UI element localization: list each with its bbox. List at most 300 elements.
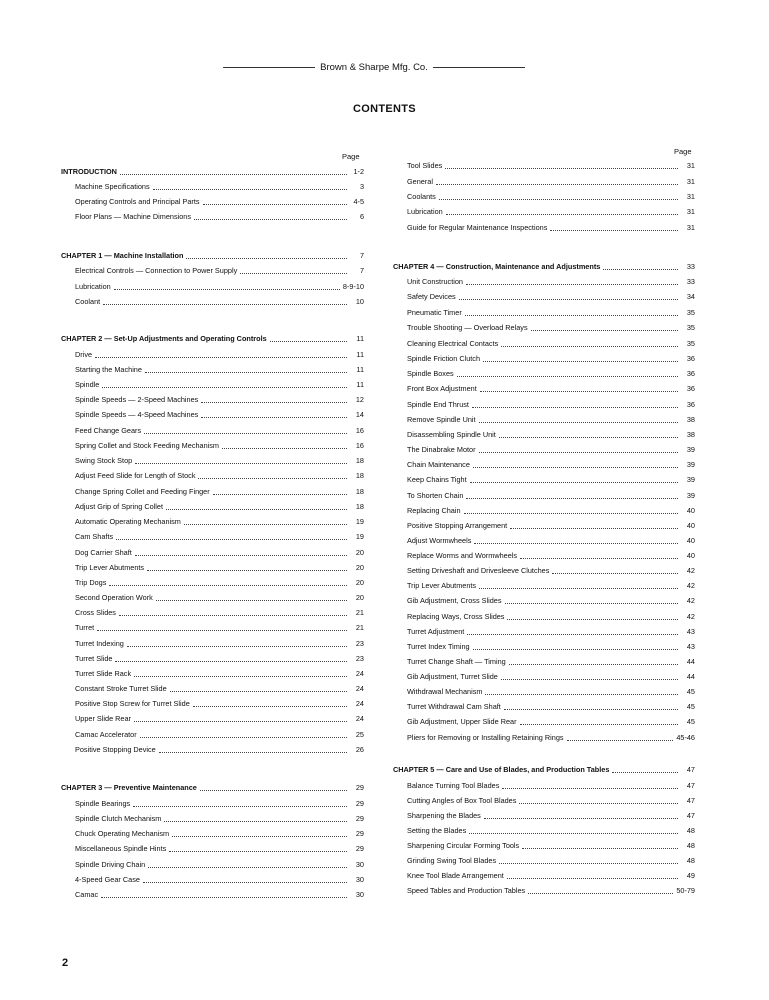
toc-entry-page: 10 [355,297,364,306]
dot-leader [145,372,347,373]
dot-leader [520,724,678,725]
toc-entry-page: 18 [355,471,364,480]
dot-leader [473,649,678,650]
toc-entry [61,684,364,694]
toc-entry [393,566,695,576]
toc-entry-page: 20 [355,578,364,587]
toc-entry [393,796,695,806]
dot-leader [153,189,347,190]
toc-entry-label: Swing Stock Stop [75,456,133,465]
toc-entry-label: Spindle Speeds — 4-Speed Machines [75,410,199,419]
dot-leader [201,402,347,403]
toc-entry [61,730,364,740]
toc-entry-label: Machine Specifications [75,182,150,191]
dot-leader [270,341,347,342]
toc-entry-label: Automatic Operating Mechanism [75,517,181,526]
toc-entry-page: 36 [686,400,695,409]
toc-entry-label: Turret Slide [75,654,113,663]
toc-entry [61,456,364,466]
toc-entry-page: 25 [355,730,364,739]
toc-entry-label: Positive Stopping Device [75,745,156,754]
toc-chapter-entry [61,334,364,344]
toc-entry [61,814,364,824]
toc-entry [393,672,695,682]
dot-leader [469,833,678,834]
toc-entry-label: Trouble Shooting — Overload Relays [407,323,528,332]
toc-entry-page: 45-46 [676,733,695,742]
toc-entry-page: 29 [355,844,364,853]
toc-entry-label: Adjust Wormwheels [407,536,472,545]
toc-entry-page: 42 [686,566,695,575]
toc-entry-label: INTRODUCTION [61,167,117,176]
toc-entry [61,829,364,839]
toc-entry-page: 42 [686,596,695,605]
toc-entry [61,593,364,603]
toc-entry-page: 42 [686,581,695,590]
toc-entry [393,161,695,171]
dot-leader [95,357,347,358]
toc-entry-page: 33 [686,262,695,271]
toc-entry-page: 39 [686,460,695,469]
toc-entry-page: 18 [355,502,364,511]
toc-entry-page: 4-5 [353,197,364,206]
page-title: CONTENTS [353,103,416,115]
toc-entry [393,400,695,410]
dot-leader [505,603,679,604]
toc-entry-page: 35 [686,323,695,332]
dot-leader [612,772,678,773]
toc-entry-label: Remove Spindle Unit [407,415,476,424]
toc-entry-page: 26 [355,745,364,754]
toc-entry-label: Replacing Ways, Cross Slides [407,612,505,621]
dot-leader [193,706,347,707]
toc-entry [61,212,364,222]
toc-entry [393,886,695,896]
dot-leader [101,897,347,898]
toc-entry-label: Trip Dogs [75,578,107,587]
toc-entry-label: Balance Turning Tool Blades [407,781,500,790]
toc-entry [393,871,695,881]
left-page-column-label: Page [342,152,360,161]
toc-entry [61,282,364,292]
toc-entry [61,365,364,375]
dot-leader [479,452,678,453]
toc-entry-page: 45 [686,687,695,696]
toc-entry-page: 31 [686,207,695,216]
toc-entry-page: 11 [356,334,364,343]
toc-entry [61,266,364,276]
dot-leader [222,448,347,449]
toc-entry-label: Miscellaneous Spindle Hints [75,844,167,853]
toc-entry-label: Spindle Friction Clutch [407,354,481,363]
dot-leader [550,230,678,231]
dot-leader [470,482,678,483]
header-rule-right [433,67,525,68]
toc-entry [393,733,695,743]
toc-entry [61,548,364,558]
dot-leader [528,893,673,894]
toc-entry-page: 23 [355,639,364,648]
toc-entry [61,502,364,512]
toc-entry [61,426,364,436]
toc-entry-page: 1-2 [353,167,364,176]
dot-leader [170,691,347,692]
dot-leader [144,433,347,434]
toc-entry-label: Turret Slide Rack [75,669,132,678]
dot-leader [103,304,347,305]
toc-entry-page: 49 [686,871,695,880]
toc-entry-page: 40 [686,506,695,515]
toc-entry [61,197,364,207]
dot-leader [140,737,347,738]
dot-leader [603,269,678,270]
toc-entry-label: Second Operation Work [75,593,153,602]
dot-leader [97,630,347,631]
toc-entry [61,297,364,307]
toc-entry [61,410,364,420]
toc-chapter-entry [393,765,695,775]
toc-entry [393,687,695,697]
dot-leader [467,634,678,635]
dot-leader [436,184,678,185]
dot-leader [203,204,347,205]
toc-entry [393,430,695,440]
toc-entry-page: 44 [686,672,695,681]
toc-entry-label: Setting the Blades [407,826,467,835]
toc-entry-label: Tool Slides [407,161,443,170]
toc-entry-page: 38 [686,430,695,439]
dot-leader [172,836,347,837]
toc-entry-label: Spindle Boxes [407,369,454,378]
dot-leader [240,273,347,274]
toc-entry-label: Keep Chains Tight [407,475,467,484]
toc-entry-page: 35 [686,339,695,348]
toc-entry-label: Turret [75,623,95,632]
toc-entry [393,354,695,364]
toc-entry-label: Trip Lever Abutments [407,581,477,590]
dot-leader [114,289,340,290]
toc-entry [393,292,695,302]
toc-entry-page: 45 [686,717,695,726]
toc-entry-label: Positive Stopping Arrangement [407,521,508,530]
toc-entry [61,563,364,573]
toc-entry-label: CHAPTER 2 — Set-Up Adjustments and Operating Controls [61,334,267,343]
toc-entry-page: 11 [356,365,364,374]
toc-entry-page: 50-79 [676,886,695,895]
dot-leader [499,437,678,438]
toc-entry-page: 33 [686,277,695,286]
toc-entry [393,491,695,501]
dot-leader [135,463,347,464]
toc-entry-label: Camac [75,890,99,899]
toc-entry [393,323,695,333]
toc-entry-label: Pliers for Removing or Installing Retaining Rings [407,733,564,742]
toc-entry-page: 19 [355,517,364,526]
toc-entry-label: Turret Withdrawal Cam Shaft [407,702,501,711]
toc-entry-label: Dog Carrier Shaft [75,548,132,557]
toc-entry-label: Lubrication [75,282,111,291]
toc-entry [393,207,695,217]
dot-leader [213,494,347,495]
toc-entry-page: 24 [355,669,364,678]
toc-entry [393,415,695,425]
toc-entry-page: 24 [355,714,364,723]
toc-entry-label: Cleaning Electrical Contacts [407,339,499,348]
dot-leader [464,513,678,514]
toc-entry [61,578,364,588]
dot-leader [164,821,347,822]
toc-entry-label: Spindle [75,380,100,389]
toc-entry-label: Disassembling Spindle Unit [407,430,496,439]
toc-entry-page: 20 [355,593,364,602]
dot-leader [102,387,347,388]
toc-entry-page: 19 [355,532,364,541]
toc-entry [61,532,364,542]
toc-entry-label: CHAPTER 1 — Machine Installation [61,251,184,260]
toc-entry-page: 12 [355,395,364,404]
toc-entry-label: CHAPTER 5 — Care and Use of Blades, and Production Tables [393,765,610,774]
toc-entry [61,517,364,527]
toc-entry-label: Sharpening the Blades [407,811,481,820]
toc-entry-page: 47 [686,796,695,805]
dot-leader [459,299,678,300]
toc-entry [393,339,695,349]
toc-entry-page: 39 [686,475,695,484]
toc-entry [61,380,364,390]
toc-entry [61,623,364,633]
toc-entry-page: 20 [355,548,364,557]
toc-entry [61,487,364,497]
toc-entry-label: Chain Maintenance [407,460,470,469]
page-number: 2 [62,957,69,969]
dot-leader [120,174,347,175]
dot-leader [519,803,678,804]
toc-entry-page: 29 [355,814,364,823]
toc-entry-label: To Shorten Chain [407,491,464,500]
dot-leader [502,788,678,789]
toc-entry-page: 6 [359,212,364,221]
dot-leader [198,478,347,479]
toc-entry [393,856,695,866]
dot-leader [119,615,347,616]
toc-entry-page: 16 [355,441,364,450]
dot-leader [159,752,347,753]
toc-chapter-entry [61,783,364,793]
toc-entry-page: 43 [686,642,695,651]
toc-entry-page: 47 [686,811,695,820]
toc-entry [61,860,364,870]
dot-leader [201,417,347,418]
dot-leader [483,361,678,362]
toc-entry-label: Gib Adjustment, Upper Slide Rear [407,717,517,726]
toc-entry-page: 38 [686,415,695,424]
toc-entry-page: 35 [686,308,695,317]
toc-entry-label: Positive Stop Screw for Turret Slide [75,699,190,708]
toc-entry-label: Spindle End Thrust [407,400,469,409]
toc-entry-page: 8-9-10 [342,282,364,291]
toc-entry-label: Constant Stroke Turret Slide [75,684,167,693]
toc-chapter-entry [61,167,364,177]
toc-entry [393,192,695,202]
toc-entry [61,714,364,724]
toc-entry-label: Cross Slides [75,608,116,617]
dot-leader [473,467,678,468]
toc-entry-page: 24 [355,699,364,708]
toc-entry-label: Spring Collet and Stock Feeding Mechanism [75,441,219,450]
toc-chapter-entry [61,251,364,261]
dot-leader [116,539,347,540]
dot-leader [200,790,347,791]
dot-leader [186,258,347,259]
toc-entry-page: 40 [686,521,695,530]
dot-leader [507,619,678,620]
toc-entry-label: Floor Plans — Machine Dimensions [75,212,191,221]
dot-leader [109,585,347,586]
dot-leader [522,848,678,849]
toc-entry-label: Turret Indexing [75,639,124,648]
toc-entry-page: 31 [686,177,695,186]
toc-entry [393,277,695,287]
toc-entry-label: Feed Change Gears [75,426,142,435]
dot-leader [194,219,347,220]
toc-entry-label: Front Box Adjustment [407,384,477,393]
toc-entry-label: Chuck Operating Mechanism [75,829,170,838]
running-header [218,62,530,73]
toc-entry [61,890,364,900]
toc-entry-label: Turret Index Timing [407,642,470,651]
toc-entry-label: Withdrawal Mechanism [407,687,483,696]
toc-entry-page: 11 [356,380,364,389]
toc-entry-page: 7 [359,266,364,275]
toc-entry-label: Sharpening Circular Forming Tools [407,841,520,850]
toc-entry [393,702,695,712]
toc-entry [61,608,364,618]
toc-entry-label: Safety Devices [407,292,456,301]
toc-entry-label: Coolant [75,297,101,306]
dot-leader [466,284,678,285]
toc-entry-page: 30 [355,890,364,899]
dot-leader [567,740,674,741]
toc-entry-page: 30 [355,875,364,884]
toc-entry-page: 21 [355,623,364,632]
dot-leader [520,558,678,559]
toc-entry-page: 14 [355,410,364,419]
toc-entry [393,521,695,531]
toc-entry [393,596,695,606]
toc-entry-page: 36 [686,384,695,393]
toc-entry-page: 21 [355,608,364,617]
toc-entry-label: Spindle Bearings [75,799,131,808]
toc-entry [393,384,695,394]
toc-entry-page: 45 [686,702,695,711]
toc-entry-page: 3 [359,182,364,191]
toc-entry [393,826,695,836]
toc-entry-label: The Dinabrake Motor [407,445,476,454]
toc-entry-label: Turret Adjustment [407,627,465,636]
dot-leader [472,407,678,408]
toc-entry-label: General [407,177,433,186]
dot-leader [115,661,347,662]
dot-leader [166,509,347,510]
toc-entry-page: 16 [355,426,364,435]
toc-entry-label: Grinding Swing Tool Blades [407,856,497,865]
dot-leader [480,391,678,392]
dot-leader [552,573,678,574]
dot-leader [134,721,347,722]
toc-entry-label: Drive [75,350,93,359]
toc-entry-page: 31 [686,161,695,170]
toc-entry-label: Adjust Feed Slide for Length of Stock [75,471,196,480]
dot-leader [479,422,678,423]
dot-leader [135,555,347,556]
toc-entry [61,182,364,192]
toc-entry-label: Camac Accelerator [75,730,137,739]
dot-leader [156,600,347,601]
toc-entry-label: Spindle Speeds — 2-Speed Machines [75,395,199,404]
dot-leader [474,543,678,544]
toc-entry-label: Trip Lever Abutments [75,563,145,572]
toc-entry [61,669,364,679]
toc-entry [61,471,364,481]
toc-entry [393,612,695,622]
publisher-name: Brown & Sharpe Mfg. Co. [320,62,428,73]
toc-entry [393,657,695,667]
toc-entry [61,441,364,451]
toc-entry [61,350,364,360]
toc-entry-page: 39 [686,445,695,454]
toc-entry-label: Adjust Grip of Spring Collet [75,502,164,511]
toc-entry-page: 42 [686,612,695,621]
dot-leader [479,588,678,589]
toc-entry [393,627,695,637]
toc-entry-label: Gib Adjustment, Turret Slide [407,672,498,681]
toc-entry-page: 39 [686,491,695,500]
toc-entry-label: CHAPTER 4 — Construction, Maintenance and Adjustments [393,262,601,271]
right-page-column-label: Page [674,147,692,156]
toc-entry-page: 18 [355,487,364,496]
toc-entry-label: Coolants [407,192,436,201]
toc-entry [393,506,695,516]
toc-entry [393,551,695,561]
dot-leader [143,882,347,883]
toc-entry [61,699,364,709]
toc-entry-label: Cam Shafts [75,532,114,541]
toc-entry-label: Electrical Controls — Connection to Power Supply [75,266,238,275]
toc-entry [393,445,695,455]
dot-leader [457,376,678,377]
dot-leader [499,863,678,864]
toc-entry-label: Speed Tables and Production Tables [407,886,526,895]
toc-entry-label: Lubrication [407,207,443,216]
toc-entry-label: Unit Construction [407,277,463,286]
toc-entry-label: Gib Adjustment, Cross Slides [407,596,502,605]
toc-entry-page: 7 [359,251,364,260]
header-rule-left [223,67,315,68]
toc-entry-label: Spindle Driving Chain [75,860,146,869]
toc-entry-label: Replace Worms and Wormwheels [407,551,518,560]
toc-entry [61,799,364,809]
toc-entry [61,395,364,405]
toc-entry [393,811,695,821]
dot-leader [510,528,678,529]
dot-leader [148,867,347,868]
dot-leader [501,346,678,347]
toc-entry-page: 47 [686,781,695,790]
dot-leader [169,851,347,852]
toc-entry-page: 44 [686,657,695,666]
toc-entry-label: Spindle Clutch Mechanism [75,814,162,823]
dot-leader [445,168,678,169]
